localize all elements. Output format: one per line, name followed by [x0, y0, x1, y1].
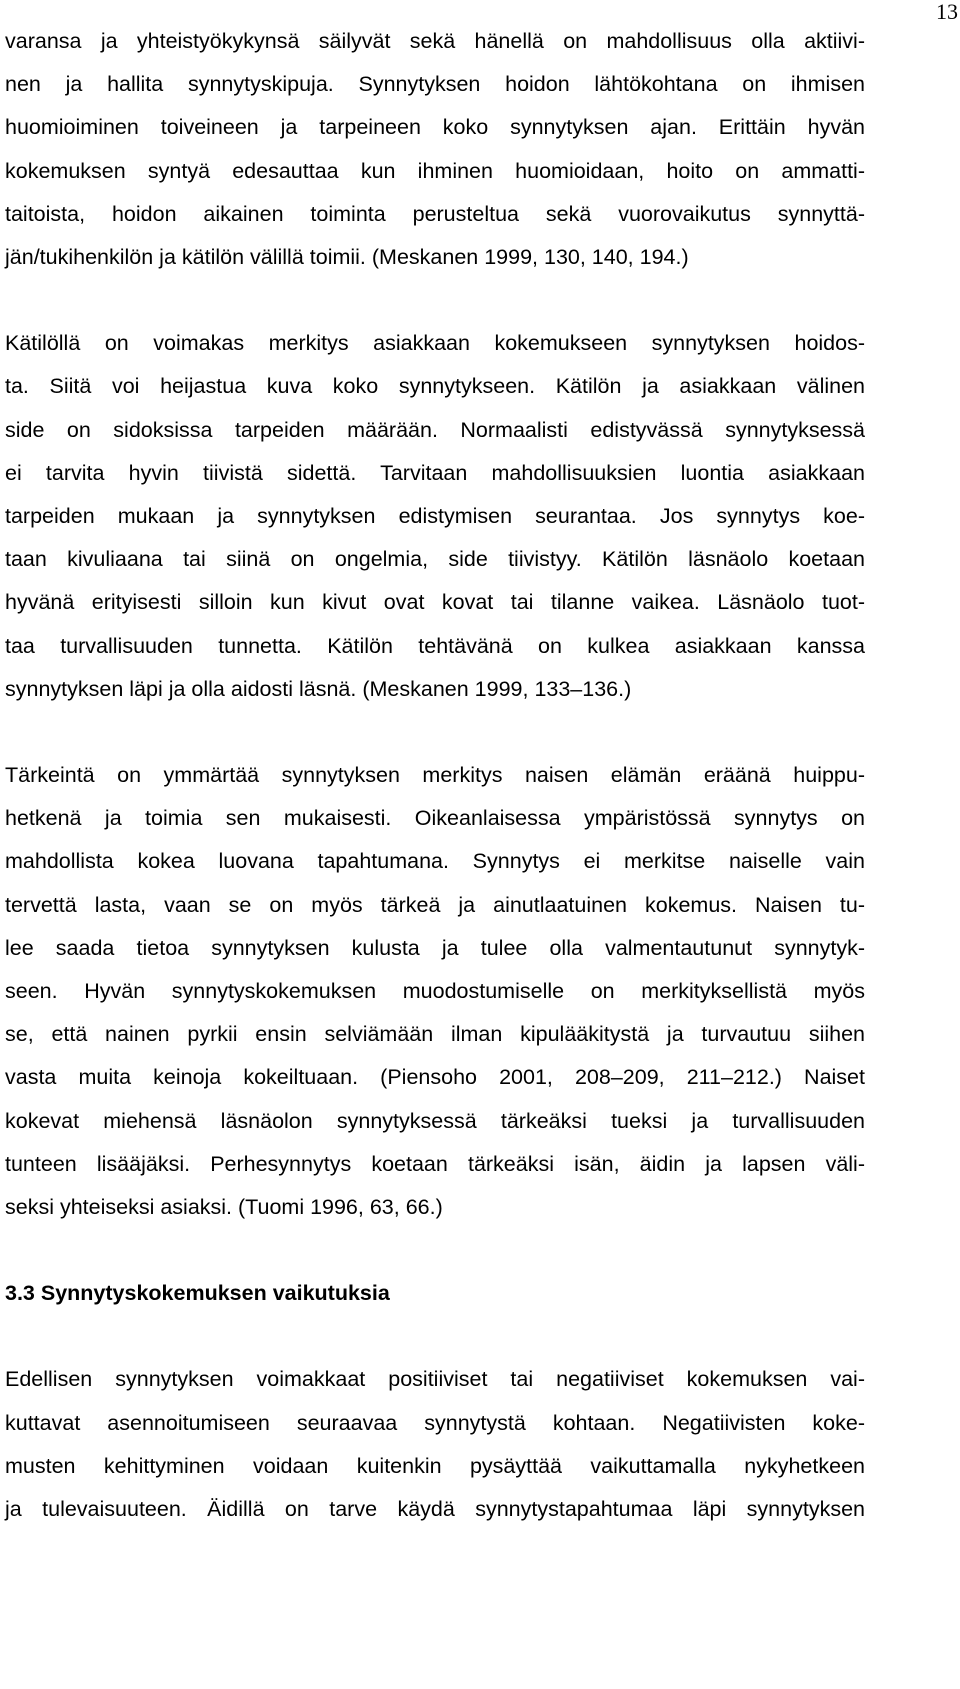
text-line: se, että nainen pyrkii ensin selviämään ilman kipulääkitystä ja turvautuu siihen: [5, 1022, 865, 1047]
text-line: Tärkeintä on ymmärtää synnytyksen merkitys naisen elämän eräänä huippu-: [5, 763, 865, 788]
paragraph-effects: [5, 1358, 865, 1531]
text-line: tunteen lisääjäksi. Perhesynnytys koetaan tärkeäksi isän, äidin ja lapsen väli-: [5, 1151, 865, 1176]
text-line: taan kivuliaana tai siinä on ongelmia, side tiivistyy. Kätilön läsnäolo koetaan: [5, 547, 865, 572]
text-line: ja tulevaisuuteen. Äidillä on tarve käydä synnytystapahtumaa läpi synnytyksen: [5, 1497, 865, 1522]
text-line: Kätilöllä on voimakas merkitys asiakkaan kokemukseen synnytyksen hoidos-: [5, 331, 865, 356]
text-line: jän/tukihenkilön ja kätilön välillä toimii. (Meskanen 1999, 130, 140, 194.): [5, 245, 689, 270]
text-line: side on sidoksissa tarpeiden määrään. Normaalisti edistyvässä synnytyksessä: [5, 417, 865, 442]
page-number: 13: [936, 0, 958, 24]
document-body: [5, 20, 865, 1574]
text-line: taa turvallisuuden tunnetta. Kätilön tehtävänä on kulkea asiakkaan kanssa: [5, 633, 865, 658]
text-line: lee saada tietoa synnytyksen kulusta ja tulee olla valmentautunut synnytyk-: [5, 935, 865, 960]
text-line: seen. Hyvän synnytyskokemuksen muodostumiselle on merkityksellistä myös: [5, 979, 865, 1004]
text-line: hyvänä erityisesti silloin kun kivut ovat kovat tai tilanne vaikea. Läsnäolo tuot-: [5, 590, 865, 615]
paragraph-birth-experience: [5, 20, 865, 279]
text-line: seksi yhteiseksi asiaksi. (Tuomi 1996, 63, 66.): [5, 1195, 443, 1220]
text-line: nen ja hallita synnytyskipuja. Synnytyksen hoidon lähtökohtana on ihmisen: [5, 72, 865, 97]
section-heading: 3.3 Synnytyskokemuksen vaikutuksia: [5, 1281, 390, 1306]
text-line: vasta muita keinoja kokeiltuaan. (Piensoho 2001, 208–209, 211–212.) Naiset: [5, 1065, 865, 1090]
text-line: huomioiminen toiveineen ja tarpeineen koko synnytyksen ajan. Erittäin hyvän: [5, 115, 865, 140]
text-line: ei tarvita hyvin tiivistä sidettä. Tarvitaan mahdollisuuksien luontia asiakkaan: [5, 460, 865, 485]
text-line: taitoista, hoidon aikainen toiminta perusteltua sekä vuorovaikutus synnyttä-: [5, 201, 865, 226]
text-line: kokevat miehensä läsnäolon synnytyksessä tärkeäksi tueksi ja turvallisuuden: [5, 1108, 865, 1133]
text-line: Edellisen synnytyksen voimakkaat positiiviset tai negatiiviset kokemuksen vai-: [5, 1367, 865, 1392]
paragraph-midwife-role: [5, 322, 865, 711]
text-line: varansa ja yhteistyökykynsä säilyvät sekä hänellä on mahdollisuus olla aktiivi-: [5, 29, 865, 53]
text-line: synnytyksen läpi ja olla aidosti läsnä. (Meskanen 1999, 133–136.): [5, 676, 632, 701]
text-line: musten kehittyminen voidaan kuitenkin pysäyttää vaikuttamalla nykyhetkeen: [5, 1453, 865, 1478]
text-line: tarpeiden mukaan ja synnytyksen edistymisen seurantaa. Jos synnytys koe-: [5, 504, 865, 529]
text-line: ta. Siitä voi heijastua kuva koko synnytykseen. Kätilön ja asiakkaan välinen: [5, 374, 865, 399]
paragraph-meaning-of-birth: [5, 754, 865, 1229]
text-line: hetkenä ja toimia sen mukaisesti. Oikeanlaisessa ympäristössä synnytys on: [5, 806, 865, 831]
text-line: tervettä lasta, vaan se on myös tärkeä ja ainutlaatuinen kokemus. Naisen tu-: [5, 892, 865, 917]
text-line: kokemuksen syntyä edesauttaa kun ihminen huomioidaan, hoito on ammatti-: [5, 158, 865, 183]
text-line: kuttavat asennoitumiseen seuraavaa synnytystä kohtaan. Negatiivisten koke-: [5, 1410, 865, 1435]
text-line: mahdollista kokea luovana tapahtumana. Synnytys ei merkitse naiselle vain: [5, 849, 865, 874]
